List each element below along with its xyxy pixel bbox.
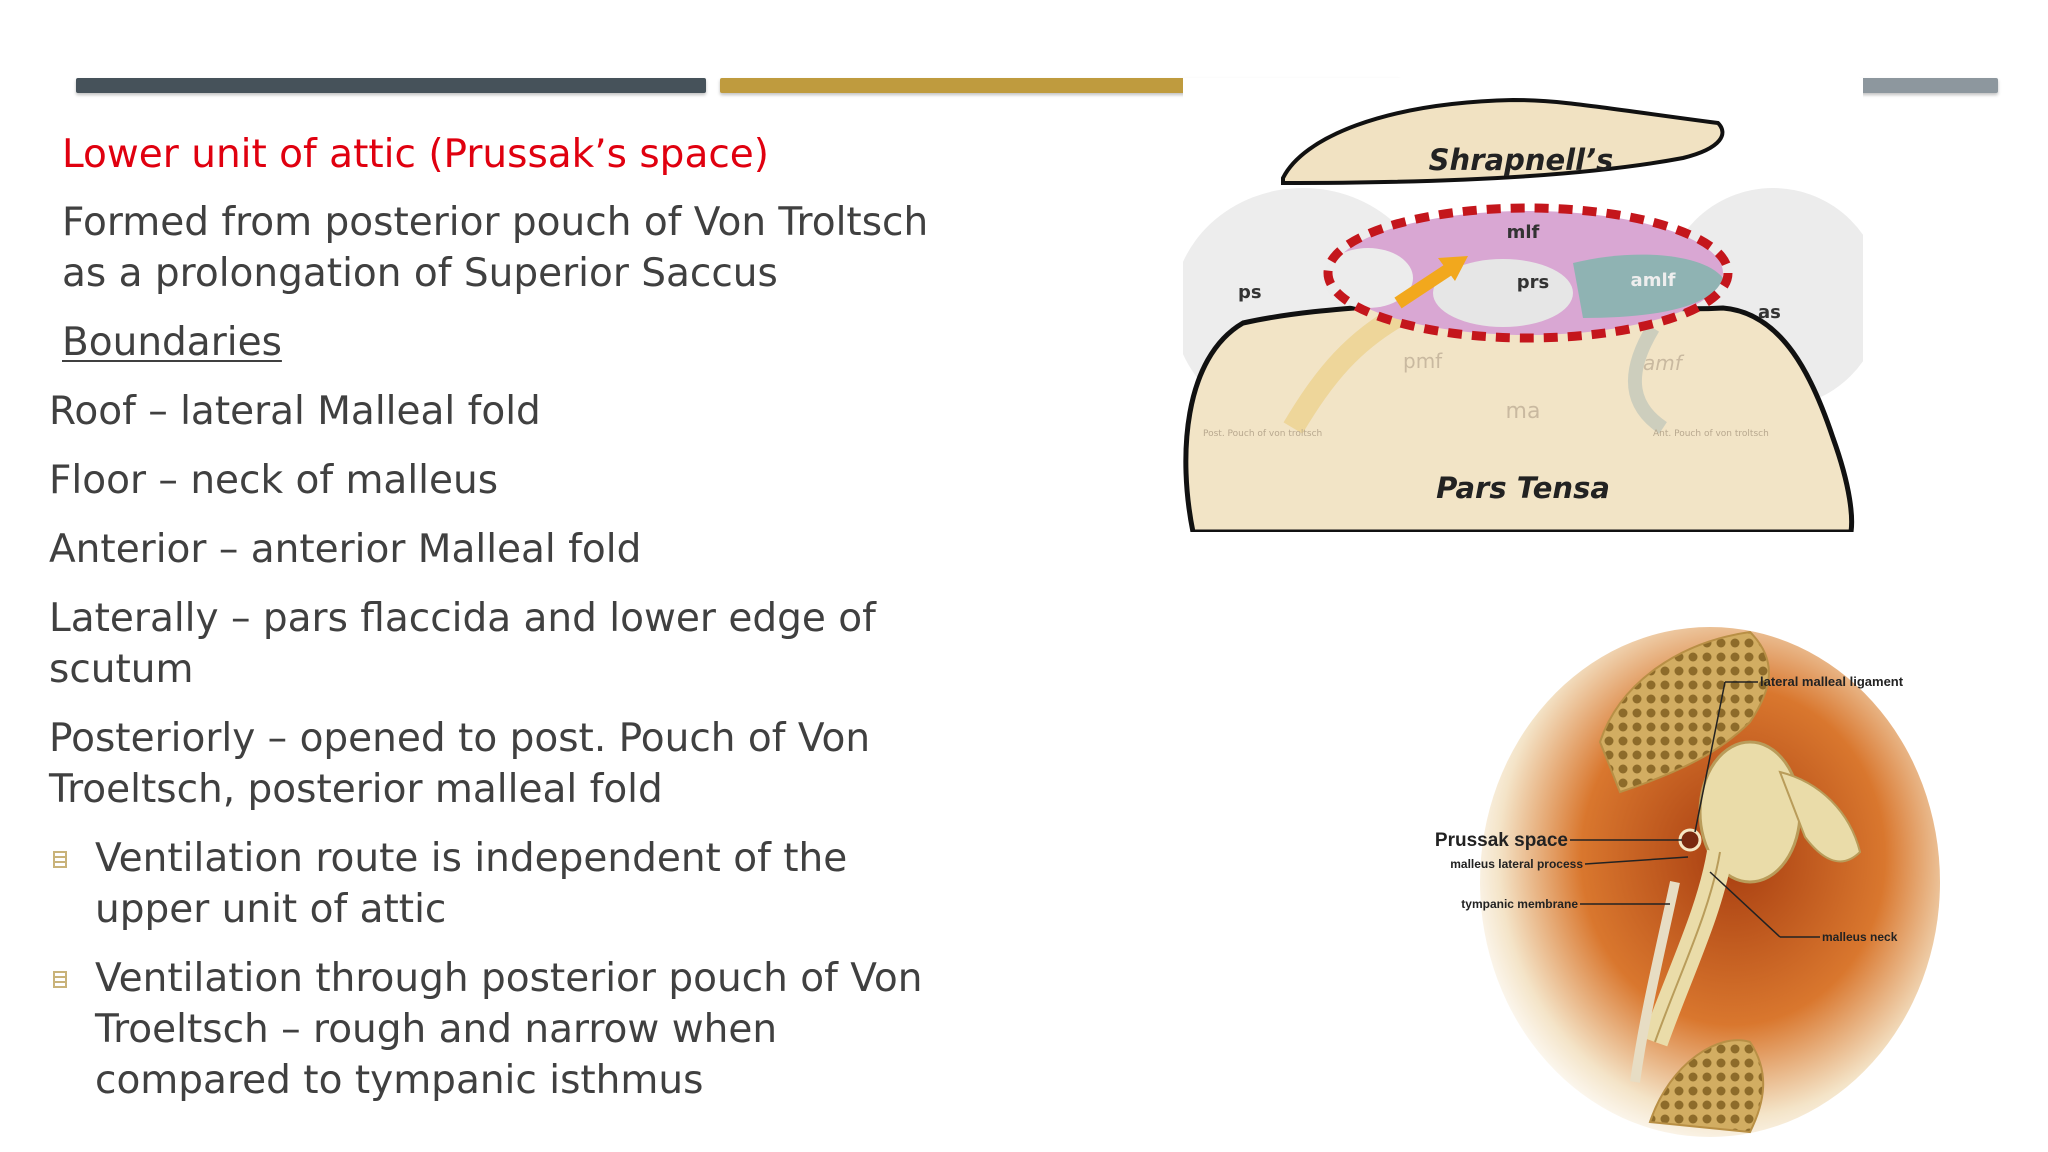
label-prs: prs <box>1516 272 1550 293</box>
label-lateral-malleal-ligament: lateral malleal ligament <box>1760 674 1904 689</box>
boundary-laterally-line-2: scutum <box>49 647 194 692</box>
label-tympanic-membrane: tympanic membrane <box>1461 897 1578 911</box>
boundary-roof: Roof – lateral Malleal fold <box>49 389 541 434</box>
slide-heading: Lower unit of attic (Prussak’s space) <box>62 132 769 177</box>
label-mlf: mlf <box>1506 222 1540 243</box>
boundary-floor: Floor – neck of malleus <box>49 458 499 503</box>
bullet-1-line-2: upper unit of attic <box>95 887 447 932</box>
label-amf: amf <box>1643 351 1682 375</box>
bullet-icon <box>53 851 67 868</box>
bullet-2-line-3: compared to tympanic isthmus <box>95 1058 704 1103</box>
label-pars-tensa: Pars Tensa <box>1436 471 1610 505</box>
prussak-space-schematic-image <box>1183 78 1863 532</box>
label-post-pouch: Post. Pouch of von troltsch <box>1203 429 1323 439</box>
label-amlf: amlf <box>1630 270 1676 291</box>
label-as: as <box>1758 302 1781 323</box>
label-shrapnells: Shrapnell’s <box>1428 143 1614 177</box>
label-ant-pouch: Ant. Pouch of von troltsch <box>1653 429 1769 439</box>
header-bar-dark <box>76 78 706 93</box>
intro-line-2: as a prolongation of Superior Saccus <box>62 251 778 296</box>
boundary-anterior: Anterior – anterior Malleal fold <box>49 527 642 572</box>
boundary-posteriorly-line-1: Posteriorly – opened to post. Pouch of Von <box>49 716 871 761</box>
label-pmf: pmf <box>1403 349 1443 373</box>
label-malleus-neck: malleus neck <box>1822 930 1898 944</box>
label-malleus-lateral-process: malleus lateral process <box>1450 857 1583 871</box>
bullet-icon <box>53 971 67 988</box>
boundary-laterally-line-1: Laterally – pars flaccida and lower edge of <box>49 596 876 641</box>
label-prussak-space: Prussak space <box>1434 830 1568 851</box>
bullet-2-line-1: Ventilation through posterior pouch of Von <box>95 956 923 1001</box>
prussak-space-anatomy-image <box>1420 622 1940 1142</box>
label-ma: ma <box>1505 399 1541 424</box>
bullet-2-line-2: Troeltsch – rough and narrow when <box>95 1007 778 1052</box>
intro-line-1: Formed from posterior pouch of Von Troltsch <box>62 200 929 245</box>
header-bar-gray <box>1860 78 1998 93</box>
label-ps: ps <box>1238 282 1262 303</box>
bullet-1-line-1: Ventilation route is independent of the <box>95 836 848 881</box>
boundaries-label: Boundaries <box>62 320 282 365</box>
boundary-posteriorly-line-2: Troeltsch, posterior malleal fold <box>49 767 663 812</box>
